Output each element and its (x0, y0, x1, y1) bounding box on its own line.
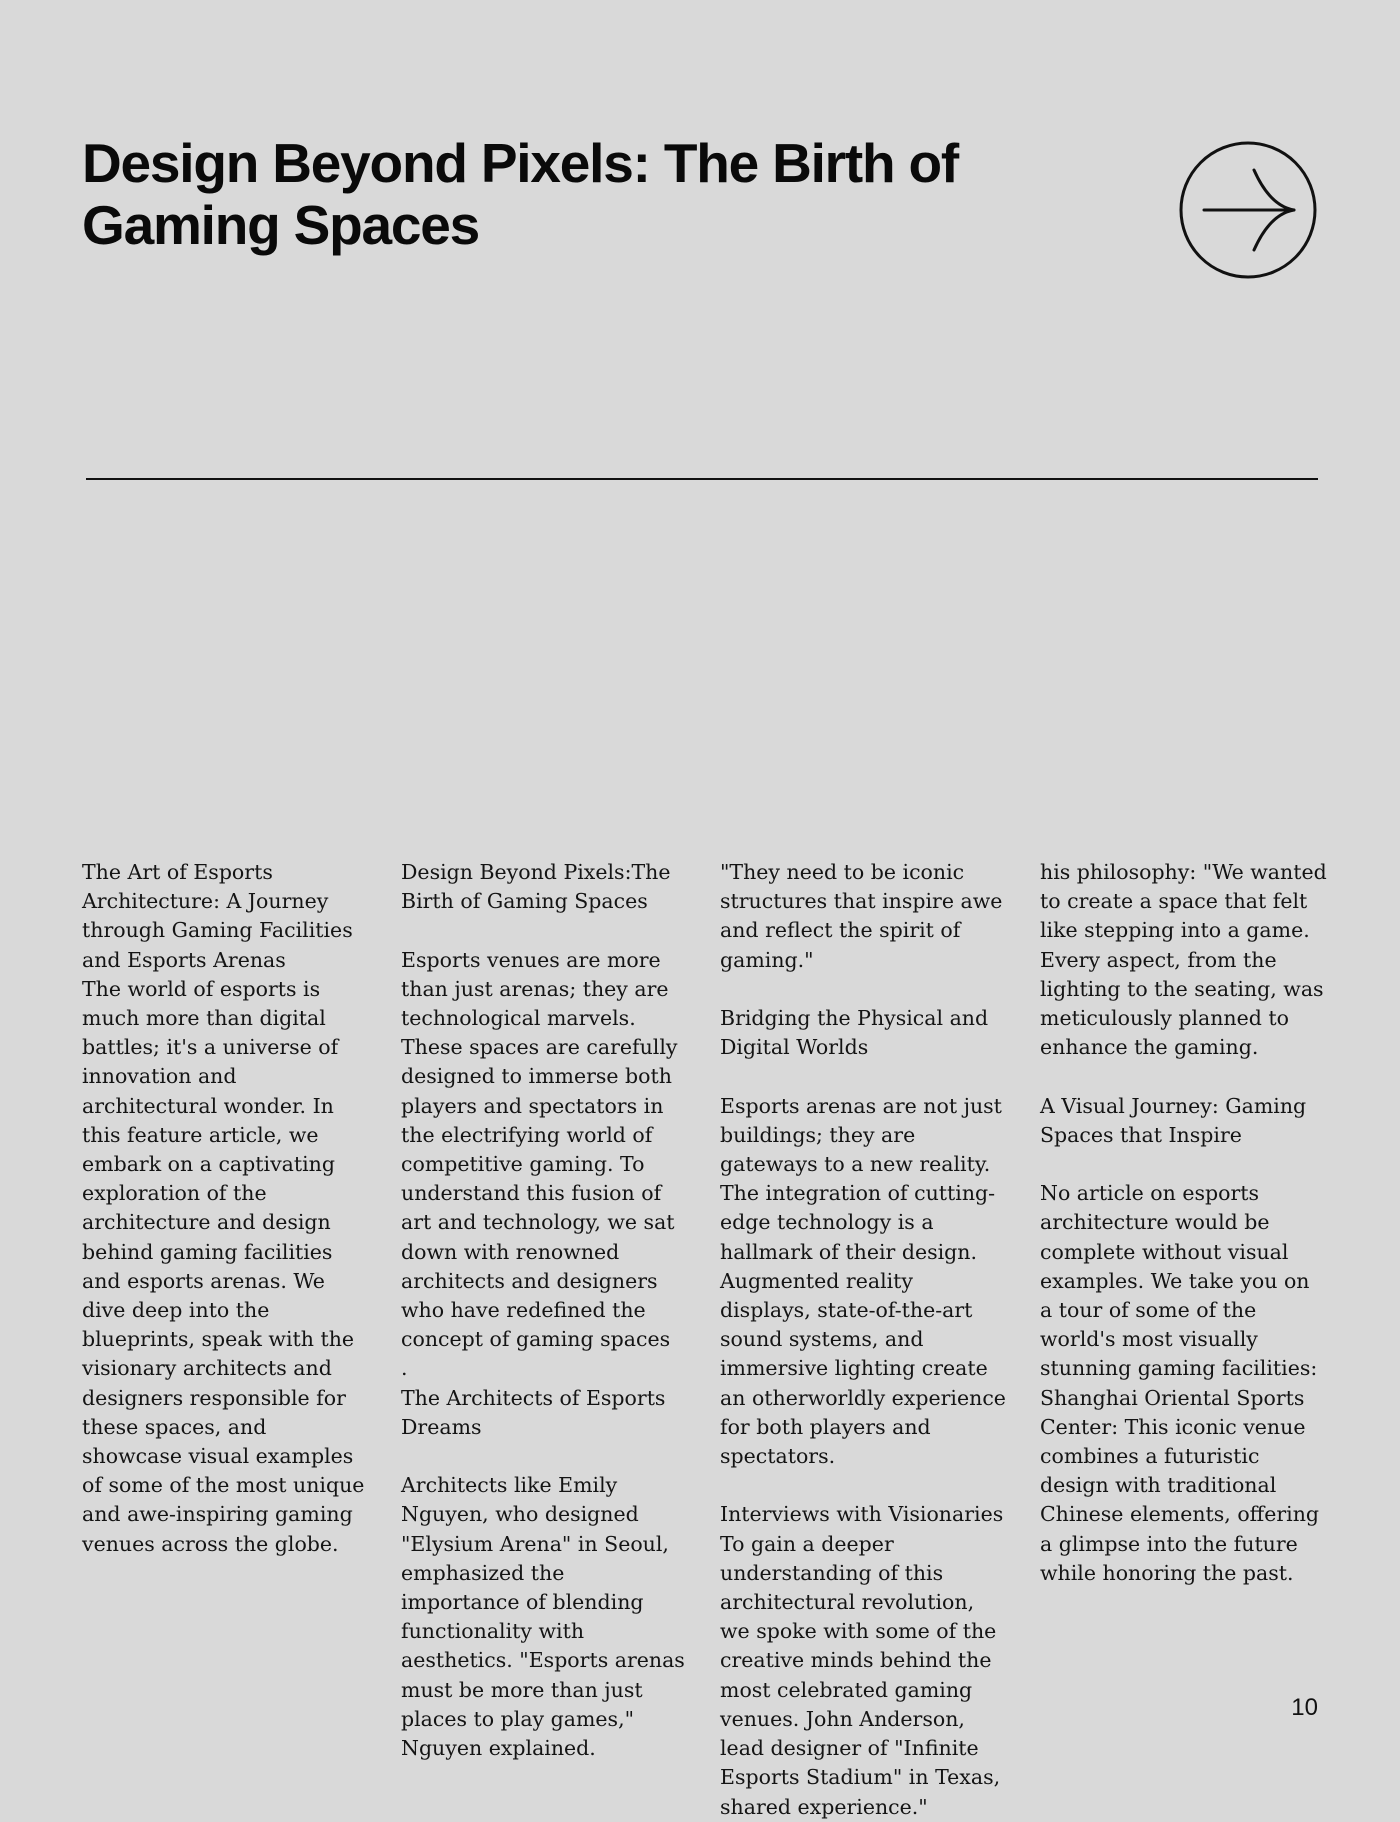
arrow-right-icon[interactable] (1178, 140, 1318, 280)
article-column-3: "They need to be iconic structures that inspire awe and reflect the spirit of gaming." Bridging the Physical and Digital Worlds Esports arenas are not just buildings; they are gateways to a new reality. The integration of cutting-edge technology is a hallmark of their design. Augmented reality displays, state-of-the-art sound systems, and immersive lighting create an otherworldly experience for both players and spectators. Interviews with Visionaries To gain a deeper understanding of this architectural revolution, we spoke with some of the creative minds behind the most celebrated gaming venues. John Anderson, lead designer of "Infinite Esports Stadium" in Texas, shared experience." (720, 860, 1006, 1819)
article-column-1: The Art of Esports Architecture: A Journey through Gaming Facilities and Esports Arenas The world of esports is much more than digital battles; it's a universe of innovation and architectural wonder. In this feature article, we embark on a captivating exploration of the architecture and design behind gaming facilities and esports arenas. We dive deep into the blueprints, speak with the visionary architects and designers responsible for these spaces, and showcase visual examples of some of the most unique and awe-inspiring gaming venues across the globe. (82, 860, 365, 1556)
section-divider (86, 478, 1318, 480)
article-column-2: Design Beyond Pixels:The Birth of Gaming Spaces Esports venues are more than just arenas; they are technological marvels. These spaces are carefully designed to immerse both players and spectators in the electrifying world of competitive gaming. To understand this fusion of art and technology, we sat down with renowned architects and designers who have redefined the concept of gaming spaces . The Architects of Esports Dreams Architects like Emily Nguyen, who designed "Elysium Arena" in Seoul, emphasized the importance of blending functionality with aesthetics. "Esports arenas must be more than just places to play games," Nguyen explained. (401, 860, 685, 1761)
page-number: 10 (1291, 1694, 1318, 1721)
page-title: Design Beyond Pixels: The Birth of Gaming Spaces (82, 132, 958, 256)
article-column-4: his philosophy: "We wanted to create a space that felt like stepping into a game. Every aspect, from the lighting to the seating, was meticulously planned to enhance the gaming. A Visual Journey: Gaming Spaces that Inspire No article on esports architecture would be complete without visual examples. We take you on a tour of some of the world's most visually stunning gaming facilities: Shanghai Oriental Sports Center: This iconic venue combines a futuristic design with traditional Chinese elements, offering a glimpse into the future while honoring the past. (1040, 860, 1327, 1585)
